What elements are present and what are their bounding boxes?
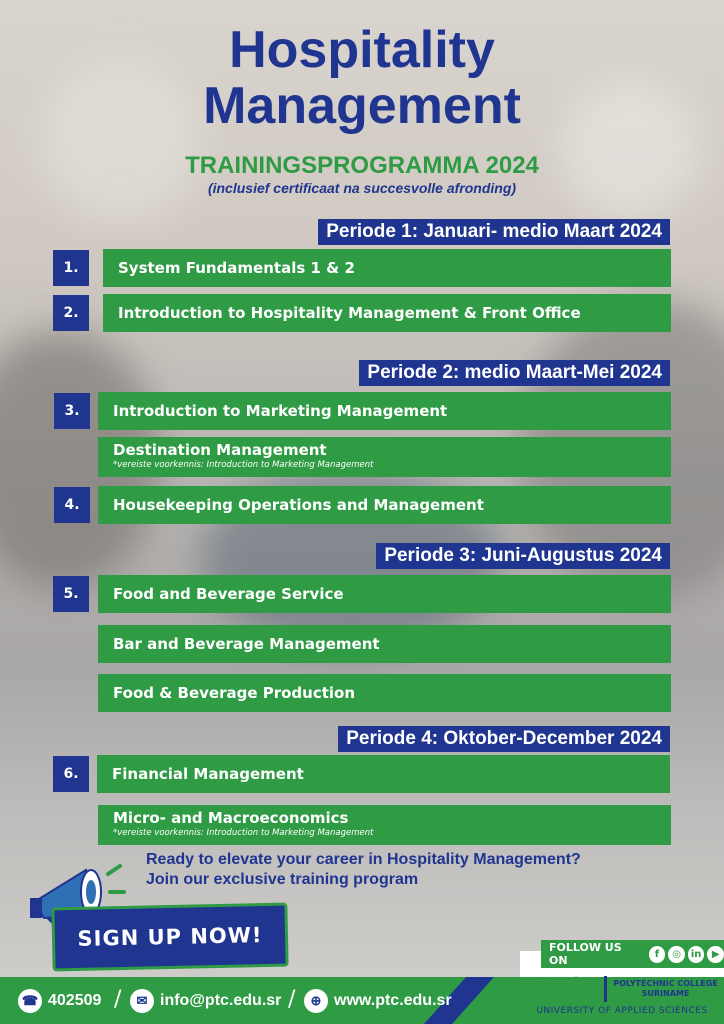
course-food-beverage-service [98, 575, 671, 613]
period-1-header: Periode 1: Januari- medio Maart 2024 [318, 219, 670, 245]
course-number-3: 3. [54, 393, 90, 429]
course-destination-management [98, 437, 671, 477]
phone-contact[interactable] [18, 989, 101, 1013]
youtube-icon[interactable]: ▶ [707, 946, 724, 963]
phone-number: 402509 [48, 992, 102, 1009]
course-micro-macroeconomics [98, 805, 671, 845]
program-subtitle: TRAININGSPROGRAMMA 2024 [185, 152, 539, 179]
college-name [613, 979, 718, 999]
instagram-icon[interactable]: ◎ [668, 946, 685, 963]
college-name-line-2: SURINAME [641, 989, 690, 998]
course-title: Destination Management [113, 441, 327, 459]
course-financial-management [97, 755, 670, 793]
sign-up-label: SIGN UP NOW! [77, 923, 263, 951]
cta-line-2: Join our exclusive training program [146, 871, 419, 888]
course-title: Financial Management [112, 765, 304, 783]
follow-us-label: FOLLOW US ON [549, 941, 622, 967]
sign-up-button[interactable] [51, 903, 288, 972]
prerequisite-note: *vereiste voorkennis: Introduction to Marketing Management [113, 828, 374, 838]
course-number-2: 2. [53, 295, 89, 331]
course-number-1: 1. [53, 250, 89, 286]
phone-icon: ☎ [18, 989, 42, 1013]
website-url: www.ptc.edu.sr [334, 992, 452, 1009]
course-number-4: 4. [54, 487, 90, 523]
course-title: Introduction to Hospitality Management & Front Office [118, 304, 581, 322]
globe-icon: ⊕ [304, 989, 328, 1013]
college-name-line-1: POLYTECHNIC COLLEGE [613, 979, 718, 988]
certificate-note: (inclusief certificaat na succesvolle afronding) [207, 180, 517, 196]
ptc-logo: PTC [526, 973, 585, 1003]
course-bar-beverage [98, 625, 671, 663]
period-2-header: Periode 2: medio Maart-Mei 2024 [359, 360, 670, 386]
course-title: Introduction to Marketing Management [113, 402, 448, 420]
period-3-header: Periode 3: Juni-Augustus 2024 [376, 543, 670, 569]
email-address: info@ptc.edu.sr [160, 992, 282, 1009]
logo-divider [604, 976, 607, 1002]
call-to-action [146, 850, 666, 890]
course-title: Bar and Beverage Management [113, 635, 380, 653]
course-title: Micro- and Macroeconomics [113, 809, 349, 827]
course-food-beverage-production [98, 674, 671, 712]
course-title: Food and Beverage Service [113, 585, 344, 603]
course-system-fundamentals [103, 249, 671, 287]
title-line-2: Management [203, 77, 521, 135]
facebook-icon[interactable]: f [649, 946, 666, 963]
title-line-1: Hospitality [229, 21, 495, 79]
course-title: Housekeeping Operations and Management [113, 496, 484, 514]
cta-line-1: Ready to elevate your career in Hospitality Management? [146, 851, 581, 868]
website-contact[interactable] [304, 989, 452, 1013]
email-contact[interactable] [130, 989, 281, 1013]
email-icon: ✉ [130, 989, 154, 1013]
follow-us-bar [541, 940, 724, 968]
course-title: Food & Beverage Production [113, 684, 356, 702]
course-intro-hospitality [103, 294, 671, 332]
period-4-header: Periode 4: Oktober-December 2024 [338, 726, 670, 752]
prerequisite-note: *vereiste voorkennis: Introduction to Marketing Management [113, 460, 374, 470]
course-intro-marketing [98, 392, 671, 430]
linkedin-icon[interactable]: in [688, 946, 705, 963]
separator: / [114, 987, 122, 1012]
course-number-6: 6. [53, 756, 89, 792]
course-number-5: 5. [53, 576, 89, 612]
separator: / [288, 987, 296, 1012]
course-housekeeping [98, 486, 671, 524]
university-name: UNIVERSITY OF APPLIED SCIENCES [536, 1006, 708, 1016]
course-title: System Fundamentals 1 & 2 [118, 259, 355, 277]
